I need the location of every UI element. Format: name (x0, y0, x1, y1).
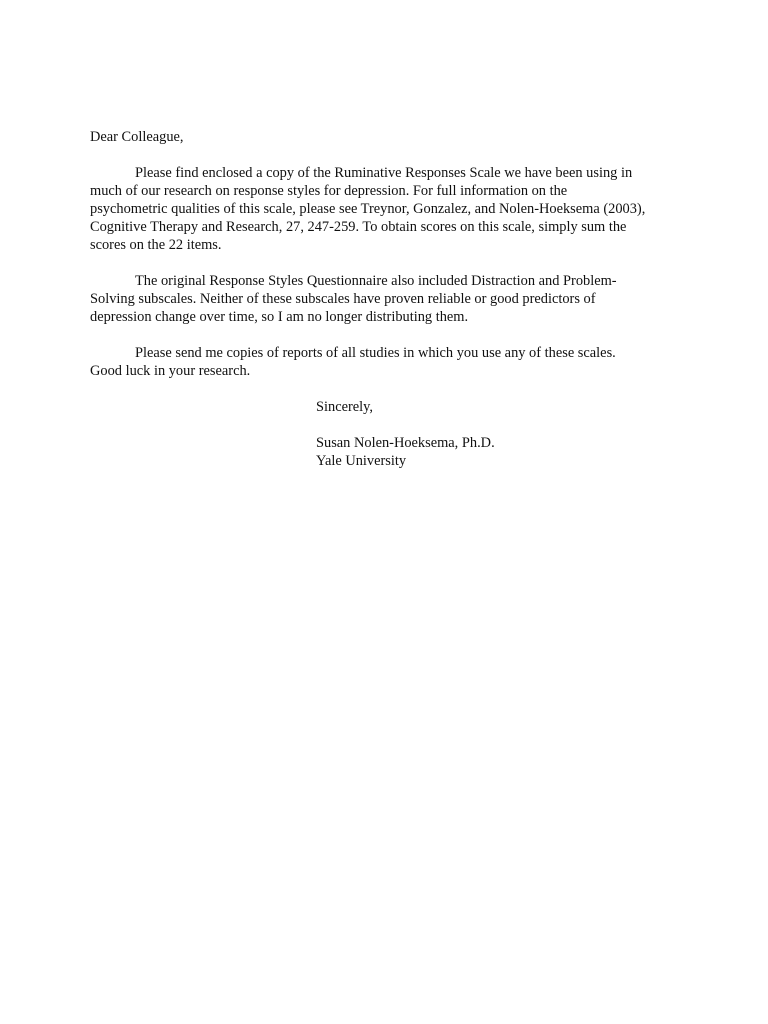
paragraph-line: depression change over time, so I am no longer distributing them. (90, 309, 469, 325)
paragraph-line: Cognitive Therapy and Research, 27, 247-259. To obtain scores on this scale, simply sum the (90, 219, 627, 235)
paragraph-line: Please send me copies of reports of all studies in which you use any of these scales. (135, 345, 616, 361)
signature-block (316, 398, 495, 470)
signature-affiliation: Yale University (316, 453, 407, 469)
paragraph-line: scores on the 22 items. (90, 237, 222, 253)
paragraph-line: much of our research on response styles for depression. For full information on the (90, 183, 568, 199)
paragraph-line: psychometric qualities of this scale, please see Treynor, Gonzalez, and Nolen-Hoeksema (2003), (90, 201, 646, 217)
paragraph-original-questionnaire (90, 272, 670, 326)
closing-phrase: Sincerely, (316, 399, 374, 415)
paragraph-line: Solving subscales. Neither of these subscales have proven reliable or good predictors of (90, 291, 596, 307)
signature-name: Susan Nolen-Hoeksema, Ph.D. (316, 435, 495, 451)
paragraph-line: Good luck in your research. (90, 363, 251, 379)
salutation: Dear Colleague, (90, 129, 184, 145)
paragraph-send-reports (90, 344, 670, 380)
paragraph-line: The original Response Styles Questionnaire also included Distraction and Problem- (135, 273, 617, 289)
paragraph-enclosed-scale (90, 164, 670, 254)
paragraph-line: Please find enclosed a copy of the Ruminative Responses Scale we have been using in (135, 165, 633, 181)
letter-body (90, 128, 670, 398)
